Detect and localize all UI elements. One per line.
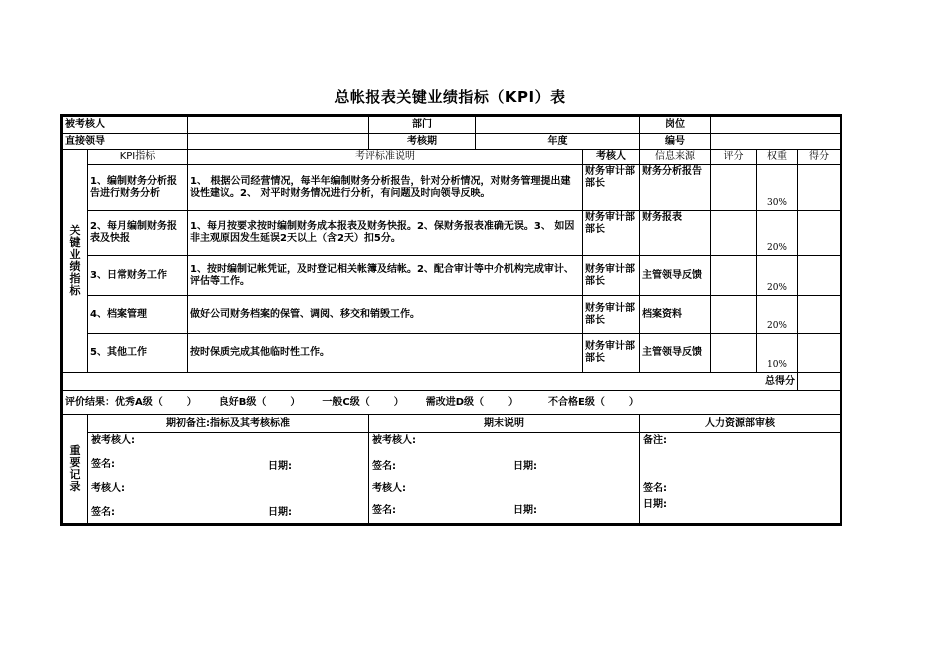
col-score: 评分 (711, 150, 757, 165)
kpi-weight: 30% (757, 165, 798, 211)
records-side-label: 重 要 记 录 (63, 415, 88, 524)
sign-label: 签名: (643, 483, 667, 494)
kpi-points-cell[interactable] (798, 256, 841, 296)
kpi-assessor: 财务审计部部长 (583, 334, 640, 373)
kpi-points-cell[interactable] (798, 334, 841, 373)
sign-label: 签名: (91, 507, 115, 518)
kpi-assessor: 财务审计部部长 (583, 256, 640, 296)
kpi-name: 1、编制财务分析报告进行财务分析 (88, 165, 188, 211)
col-weight: 权重 (757, 150, 798, 165)
kpi-source: 主管领导反馈 (640, 334, 711, 373)
total-label: 总得分 (63, 373, 798, 391)
header-row-2 (63, 134, 841, 150)
kpi-assessor: 财务审计部部长 (583, 165, 640, 211)
dept-value[interactable] (476, 117, 640, 134)
date-label: 日期: (268, 507, 292, 518)
kpi-side-label: 关 键 业 绩 指 标 (63, 150, 88, 373)
col-points: 得分 (798, 150, 841, 165)
kpi-criteria: 按时保质完成其他临时性工作。 (188, 334, 583, 373)
position-label: 岗位 (640, 117, 711, 134)
year-label: 年度 (476, 134, 640, 150)
date-label: 日期: (268, 461, 292, 472)
number-label: 编号 (640, 134, 711, 150)
date-label: 日期: (643, 499, 667, 510)
kpi-source: 财务报表 (640, 211, 711, 256)
sign-label: 签名: (372, 461, 396, 472)
kpi-row-4 (63, 296, 841, 334)
sign-label: 签名: (91, 459, 115, 470)
col-source: 信息来源 (640, 150, 711, 165)
kpi-criteria: 1、按时编制记帐凭证，及时登记相关帐簿及结帐。2、配合审计等中介机构完成审计、评估等工作。 (188, 256, 583, 296)
kpi-points-cell[interactable] (798, 165, 841, 211)
kpi-criteria: 1、 根据公司经营情况，每半年编制财务分析报告，针对分析情况，对财务管理提出建设性建议。2、 对平时财务情况进行分析，有问题及时向领导反映。 (188, 165, 583, 211)
kpi-points-cell[interactable] (798, 296, 841, 334)
kpi-row-5 (63, 334, 841, 373)
kpi-criteria: 1、每月按要求按时编制财务成本报表及财务快报。2、保财务报表准确无误。3、 如因非主观原因发生延误2天以上（含2天）扣5分。 (188, 211, 583, 256)
kpi-row-3 (63, 256, 841, 296)
records-body-row (63, 433, 841, 524)
evaluatee-label: 被考核人 (63, 117, 188, 134)
kpi-table (62, 116, 841, 524)
records-col3-title: 人力资源部审核 (640, 415, 841, 433)
kpi-assessor: 财务审计部部长 (583, 296, 640, 334)
kpi-source: 财务分析报告 (640, 165, 711, 211)
kpi-weight: 10% (757, 334, 798, 373)
kpi-score-cell[interactable] (711, 296, 757, 334)
position-value[interactable] (711, 117, 841, 134)
kpi-score-cell[interactable] (711, 334, 757, 373)
kpi-assessor: 财务审计部部长 (583, 211, 640, 256)
kpi-weight: 20% (757, 296, 798, 334)
supervisor-label: 直接领导 (63, 134, 188, 150)
total-value[interactable] (798, 373, 841, 391)
period-label: 考核期 (369, 134, 476, 150)
kpi-row-1 (63, 165, 841, 211)
date-label: 日期: (513, 505, 537, 516)
col-assessor: 考核人 (583, 150, 640, 165)
evaluatee-value[interactable] (188, 117, 369, 134)
header-row-1 (63, 117, 841, 134)
records-col1[interactable] (88, 433, 369, 524)
col-kpi: KPI指标 (88, 150, 188, 165)
kpi-source: 主管领导反馈 (640, 256, 711, 296)
number-value[interactable] (711, 134, 841, 150)
kpi-name: 2、每月编制财务报表及快报 (88, 211, 188, 256)
column-header-row (63, 150, 841, 165)
records-col1-title: 期初备注:指标及其考核标准 (88, 415, 369, 433)
col-criteria: 考评标准说明 (188, 150, 583, 165)
sign-label: 签名: (372, 505, 396, 516)
evaluatee-sign-label: 被考核人: (372, 435, 416, 446)
kpi-score-cell[interactable] (711, 165, 757, 211)
dept-label: 部门 (369, 117, 476, 134)
page-title: 总帐报表关键业绩指标（KPI）表 (334, 88, 566, 106)
records-col3[interactable] (640, 433, 841, 524)
kpi-name: 4、档案管理 (88, 296, 188, 334)
date-label: 日期: (513, 461, 537, 472)
kpi-score-cell[interactable] (711, 211, 757, 256)
kpi-row-2 (63, 211, 841, 256)
records-col2[interactable] (369, 433, 640, 524)
kpi-name: 5、其他工作 (88, 334, 188, 373)
total-row (63, 373, 841, 391)
remark-label: 备注: (643, 435, 667, 446)
kpi-name: 3、日常财务工作 (88, 256, 188, 296)
kpi-criteria: 做好公司财务档案的保管、调阅、移交和销毁工作。 (188, 296, 583, 334)
evaluation-result: 评价结果：优秀A级（ ） 良好B级（ ） 一般C级（ ） 需改进D级（ ） 不合格E级（ ） (63, 391, 841, 415)
records-header-row (63, 415, 841, 433)
evaluatee-sign-label: 被考核人: (91, 435, 135, 446)
supervisor-value[interactable] (188, 134, 369, 150)
kpi-points-cell[interactable] (798, 211, 841, 256)
records-col2-title: 期末说明 (369, 415, 640, 433)
kpi-weight: 20% (757, 256, 798, 296)
kpi-weight: 20% (757, 211, 798, 256)
kpi-score-cell[interactable] (711, 256, 757, 296)
grade-row (63, 391, 841, 415)
kpi-sheet (60, 114, 842, 526)
assessor-sign-label: 考核人: (372, 483, 406, 494)
kpi-source: 档案资料 (640, 296, 711, 334)
assessor-sign-label: 考核人: (91, 483, 125, 494)
